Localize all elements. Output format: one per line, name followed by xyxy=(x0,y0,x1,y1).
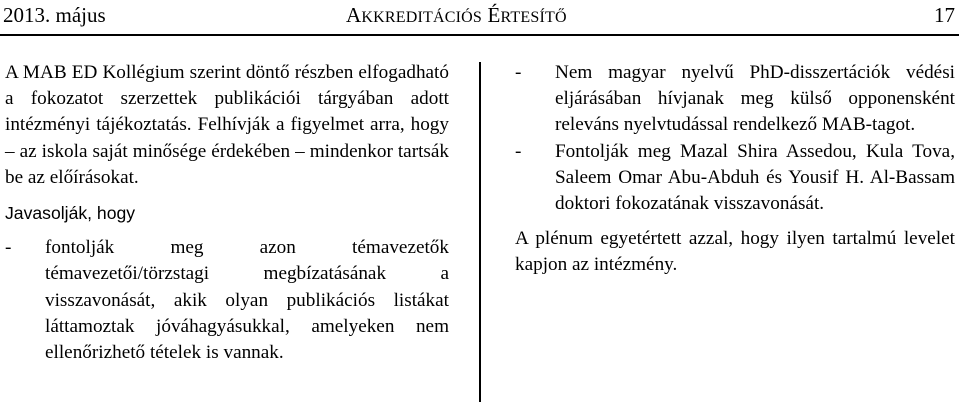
title-initial-e: É xyxy=(487,3,501,27)
list-dash: - xyxy=(5,237,12,259)
right-column xyxy=(515,60,955,279)
journal-title xyxy=(346,3,567,28)
list-item-text: fontolják meg azon témavezetők témavezetői/törzstagi megbízatásának a visszavonását, akik olyan publikációs listákat láttamoztak jóváhagyásukkal, amelyeken nem ellenőrizhető tételek is vannak. xyxy=(45,237,449,364)
issue-date: 2013. május xyxy=(3,3,106,27)
title-word-ertesito: RTESÍTŐ xyxy=(500,9,567,26)
column-divider xyxy=(479,62,481,402)
list-dash: - xyxy=(515,62,522,83)
left-column xyxy=(5,60,449,366)
list-item-text: Nem magyar nyelvű PhD-disszertációk védési eljárásában hívjanak meg külső opponensként releváns nyelvtudással rendelkező MAB-tagot. xyxy=(555,62,955,136)
list-item-text: Fontolják meg Mazal Shira Assedou, Kula Tova, Saleem Omar Abu-Abduh és Yousif H. Al-Bassam doktori fokozatának visszavonását. xyxy=(555,140,955,215)
list-item xyxy=(515,60,955,139)
list-item xyxy=(5,235,449,366)
title-initial-a: A xyxy=(346,3,362,27)
list-item xyxy=(515,139,955,218)
page-number: 17 xyxy=(934,3,955,27)
title-word-akkreditacios: KKREDITÁCIÓS xyxy=(361,9,482,26)
closing-paragraph: A plénum egyetértett azzal, hogy ilyen tartalmú levelet kapjon az intézmény. xyxy=(515,228,955,276)
header-rule xyxy=(0,34,959,36)
list-dash: - xyxy=(515,140,522,162)
recommend-heading: Javasolják, hogy xyxy=(5,203,136,224)
page-header xyxy=(0,0,959,36)
intro-paragraph: A MAB ED Kollégium szerint döntő részben elfogadható a fokozatot szerzettek publikációi tárgyában adott intézményi tájékoztatás. Felhívják a figyelmet arra, hogy – az iskola saját minősége érdekében – mindenkor tartsák be az előírásokat. xyxy=(5,62,449,188)
